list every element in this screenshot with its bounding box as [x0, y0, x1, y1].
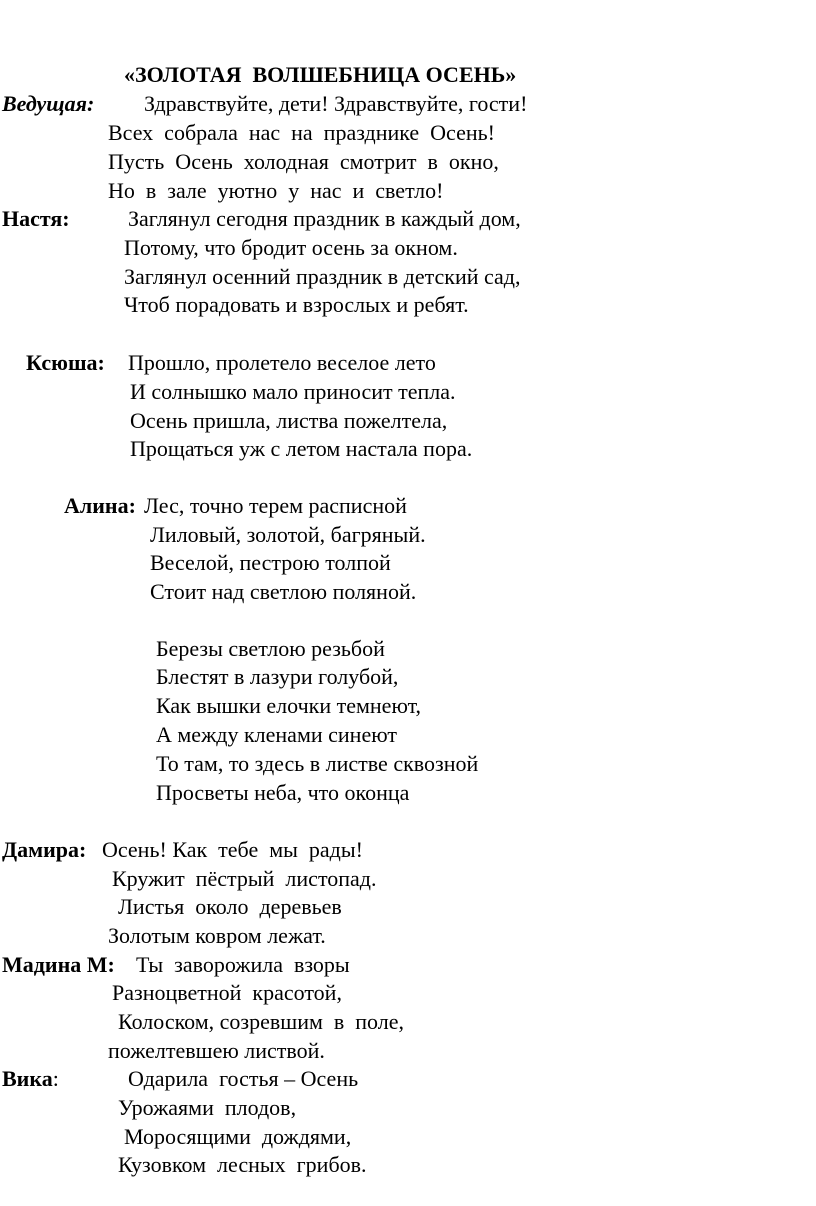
speaker-alina: Алина: [64, 493, 136, 518]
verse-line: Осень пришла, листва пожелтела, [130, 408, 448, 433]
verse-line: Лес, точно терем расписной [144, 493, 407, 518]
verse-line: Золотым ковром лежат. [108, 923, 326, 948]
verse-line: Просветы неба, что оконца [156, 780, 410, 805]
verse-line: Прошло, пролетело веселое лето [128, 350, 436, 375]
verse-line: Колоском, созревшим в поле, [118, 1009, 405, 1034]
page-title: «ЗОЛОТАЯ ВОЛШЕБНИЦА ОСЕНЬ» [124, 62, 517, 87]
verse-line: Разноцветной красотой, [112, 980, 342, 1005]
speaker-vedushchaya: Ведущая: [2, 91, 95, 116]
speaker-vika-colon: : [52, 1066, 59, 1091]
verse-line: То там, то здесь в листве сквозной [156, 751, 479, 776]
verse-line: А между кленами синеют [156, 722, 397, 747]
verse-line: Блестят в лазури голубой, [156, 664, 399, 689]
verse-line: Одарила гостья – Осень [128, 1066, 359, 1091]
speaker-vika-row [2, 1066, 59, 1092]
verse-line: Кузовком лесных грибов. [118, 1152, 367, 1177]
verse-line: пожелтевшею листвой. [108, 1038, 325, 1063]
verse-line: Чтоб порадовать и взрослых и ребят. [124, 292, 469, 317]
verse-line: Но в зале уютно у нас и светло! [108, 178, 444, 203]
verse-line: Листья около деревьев [118, 894, 342, 919]
speaker-madina: Мадина М: [2, 952, 115, 977]
verse-line: Осень! Как тебе мы рады! [102, 837, 363, 862]
speaker-nastya: Настя: [2, 206, 70, 231]
verse-line: Лиловый, золотой, багряный. [150, 522, 426, 547]
verse-line: Ты заворожила взоры [136, 952, 350, 977]
verse-line: Пусть Осень холодная смотрит в окно, [108, 149, 499, 174]
speaker-damira: Дамира: [2, 837, 87, 862]
speaker-ksyusha: Ксюша: [26, 350, 105, 375]
verse-line: Как вышки елочки темнеют, [156, 693, 422, 718]
verse-line: Березы светлою резьбой [156, 636, 385, 661]
verse-line: Стоит над светлою поляной. [150, 579, 417, 604]
verse-line: Заглянул сегодня праздник в каждый дом, [128, 206, 521, 231]
verse-line: И солнышко мало приносит тепла. [130, 379, 456, 404]
verse-line: Потому, что бродит осень за окном. [124, 235, 458, 260]
verse-line: Веселой, пестрою толпой [150, 550, 391, 575]
verse-line: Здравствуйте, дети! Здравствуйте, гости! [144, 91, 528, 116]
verse-line: Заглянул осенний праздник в детский сад, [124, 264, 521, 289]
verse-line: Прощаться уж с летом настала пора. [130, 436, 473, 461]
verse-line: Моросящими дождями, [124, 1124, 352, 1149]
speaker-vika: Вика [2, 1066, 53, 1091]
verse-line: Кружит пёстрый листопад. [112, 866, 377, 891]
verse-line: Урожаями плодов, [118, 1095, 297, 1120]
verse-line: Всех собрала нас на празднике Осень! [108, 120, 495, 145]
